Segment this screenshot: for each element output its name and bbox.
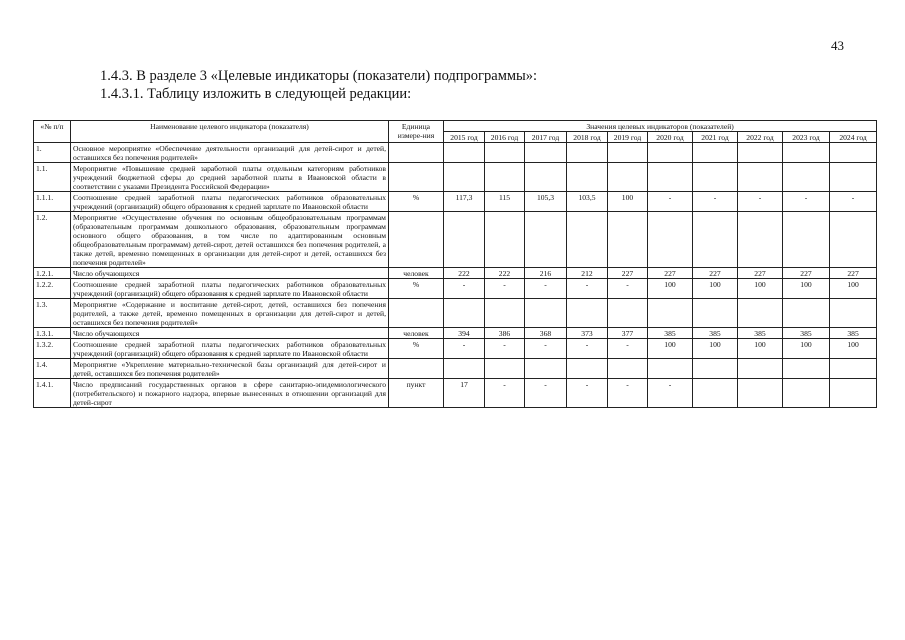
value-cell: 103,5 xyxy=(567,192,608,212)
value-cell: 222 xyxy=(444,268,485,279)
header-year: 2020 год xyxy=(648,132,693,143)
value-cell xyxy=(693,359,738,379)
value-cell xyxy=(567,359,608,379)
value-cell xyxy=(830,299,877,328)
value-cell: 100 xyxy=(830,279,877,299)
value-cell xyxy=(608,359,648,379)
value-cell: 385 xyxy=(648,328,693,339)
value-cell xyxy=(830,163,877,192)
value-cell xyxy=(648,359,693,379)
table-row xyxy=(34,339,877,359)
value-cell xyxy=(648,163,693,192)
header-num: «№ п/п xyxy=(34,121,71,143)
value-cell xyxy=(830,379,877,408)
row-number: 1. xyxy=(34,143,71,163)
value-cell: 385 xyxy=(783,328,830,339)
value-cell xyxy=(525,163,567,192)
value-cell: 368 xyxy=(525,328,567,339)
value-cell: - xyxy=(648,192,693,212)
value-cell: 227 xyxy=(830,268,877,279)
indicator-name: Мероприятие «Осуществление обучения по основным общеобразовательным программам (образовательным программам дошкольного образования, образовательным программам основного общего образования, в том числе по адаптированным основным общеобразовательным программам) детей-сирот, детей оставшихся без попечения родителей, а также детей, временно помещенных в организации для детей-сирот и детей, оставшихся без попечения родителей» xyxy=(71,212,389,268)
value-cell: 100 xyxy=(738,279,783,299)
value-cell xyxy=(444,163,485,192)
value-cell xyxy=(648,212,693,268)
value-cell: - xyxy=(738,192,783,212)
value-cell xyxy=(783,359,830,379)
value-cell: 227 xyxy=(693,268,738,279)
value-cell: 394 xyxy=(444,328,485,339)
value-cell: 105,3 xyxy=(525,192,567,212)
unit-cell: человек xyxy=(389,328,444,339)
value-cell: - xyxy=(693,192,738,212)
value-cell xyxy=(444,299,485,328)
value-cell xyxy=(830,143,877,163)
table-row xyxy=(34,212,877,268)
value-cell xyxy=(783,163,830,192)
value-cell: - xyxy=(567,279,608,299)
value-cell: - xyxy=(648,379,693,408)
value-cell: - xyxy=(608,279,648,299)
header-year: 2018 год xyxy=(567,132,608,143)
table-row xyxy=(34,379,877,408)
value-cell xyxy=(693,212,738,268)
table-row xyxy=(34,299,877,328)
value-cell: 227 xyxy=(608,268,648,279)
table-header-row xyxy=(34,121,877,132)
value-cell xyxy=(525,143,567,163)
value-cell: - xyxy=(567,379,608,408)
value-cell: 222 xyxy=(485,268,525,279)
table-row xyxy=(34,163,877,192)
value-cell: - xyxy=(608,379,648,408)
indicator-name: Число обучающихся xyxy=(71,268,389,279)
row-number: 1.1. xyxy=(34,163,71,192)
value-cell: 385 xyxy=(830,328,877,339)
unit-cell xyxy=(389,163,444,192)
subsection-heading: 1.4.3.1. Таблицу изложить в следующей редакции: xyxy=(100,86,412,102)
header-year: 2021 год xyxy=(693,132,738,143)
table-row xyxy=(34,328,877,339)
value-cell: 17 xyxy=(444,379,485,408)
value-cell: 385 xyxy=(738,328,783,339)
value-cell xyxy=(783,299,830,328)
value-cell xyxy=(783,212,830,268)
indicator-name: Мероприятие «Повышение средней заработной платы отдельным категориям работников учреждений бюджетной сферы до средней заработной платы в Ивановской области в соответствии с указами Президента Российской Федерации» xyxy=(71,163,389,192)
value-cell: 227 xyxy=(783,268,830,279)
value-cell xyxy=(830,212,877,268)
value-cell: - xyxy=(525,279,567,299)
header-year: 2015 год xyxy=(444,132,485,143)
value-cell xyxy=(567,299,608,328)
header-values-group: Значения целевых индикаторов (показателей) xyxy=(444,121,877,132)
value-cell xyxy=(783,379,830,408)
header-year: 2017 год xyxy=(525,132,567,143)
value-cell xyxy=(693,379,738,408)
value-cell: - xyxy=(485,339,525,359)
row-number: 1.3. xyxy=(34,299,71,328)
value-cell: 100 xyxy=(648,279,693,299)
unit-cell xyxy=(389,299,444,328)
value-cell: - xyxy=(567,339,608,359)
header-name: Наименование целевого индикатора (показателя) xyxy=(71,121,389,143)
row-number: 1.4.1. xyxy=(34,379,71,408)
row-number: 1.4. xyxy=(34,359,71,379)
header-year: 2016 год xyxy=(485,132,525,143)
value-cell xyxy=(648,143,693,163)
value-cell xyxy=(485,163,525,192)
table-row xyxy=(34,192,877,212)
value-cell: - xyxy=(525,379,567,408)
indicator-name: Мероприятие «Укрепление материально-технической базы организаций для детей-сирот и детей, оставшихся без попечения родителей» xyxy=(71,359,389,379)
value-cell: - xyxy=(830,192,877,212)
value-cell: 100 xyxy=(648,339,693,359)
value-cell xyxy=(525,299,567,328)
value-cell: 385 xyxy=(693,328,738,339)
unit-cell xyxy=(389,143,444,163)
unit-cell: % xyxy=(389,279,444,299)
row-number: 1.2. xyxy=(34,212,71,268)
table-row xyxy=(34,143,877,163)
value-cell xyxy=(485,299,525,328)
value-cell xyxy=(567,143,608,163)
value-cell xyxy=(608,143,648,163)
value-cell xyxy=(567,163,608,192)
value-cell xyxy=(525,359,567,379)
value-cell: 216 xyxy=(525,268,567,279)
value-cell: - xyxy=(485,379,525,408)
indicator-name: Мероприятие «Содержание и воспитание детей-сирот, детей, оставшихся без попечения родителей, а также детей, временно помещенных в организации для детей-сирот и детей, оставшихся без попечения родителей» xyxy=(71,299,389,328)
value-cell: - xyxy=(444,339,485,359)
value-cell xyxy=(608,212,648,268)
value-cell: 373 xyxy=(567,328,608,339)
unit-cell xyxy=(389,212,444,268)
value-cell: - xyxy=(783,192,830,212)
value-cell xyxy=(608,299,648,328)
row-number: 1.1.1. xyxy=(34,192,71,212)
value-cell: 100 xyxy=(608,192,648,212)
header-year: 2023 год xyxy=(783,132,830,143)
value-cell xyxy=(485,212,525,268)
unit-cell xyxy=(389,359,444,379)
value-cell: 227 xyxy=(648,268,693,279)
value-cell xyxy=(693,143,738,163)
indicator-name: Соотношение средней заработной платы педагогических работников образовательных учреждений (организаций) общего образования к средней зарплате по Ивановской области xyxy=(71,339,389,359)
row-number: 1.2.2. xyxy=(34,279,71,299)
indicator-name: Число предписаний государственных органов в сфере санитарно-эпидемиологического (потребительского) и пожарного надзора, впервые вынесенных в отношении организаций для детей-сирот xyxy=(71,379,389,408)
value-cell xyxy=(738,379,783,408)
header-year: 2024 год xyxy=(830,132,877,143)
value-cell: - xyxy=(485,279,525,299)
value-cell xyxy=(444,212,485,268)
value-cell xyxy=(485,359,525,379)
value-cell xyxy=(783,143,830,163)
page-number: 43 xyxy=(831,38,844,53)
unit-cell: человек xyxy=(389,268,444,279)
value-cell xyxy=(693,163,738,192)
section-heading: 1.4.3. В разделе 3 «Целевые индикаторы (показатели) подпрограммы»: xyxy=(100,68,538,84)
value-cell: - xyxy=(525,339,567,359)
value-cell: 377 xyxy=(608,328,648,339)
value-cell xyxy=(738,212,783,268)
header-year: 2019 год xyxy=(608,132,648,143)
value-cell xyxy=(567,212,608,268)
value-cell: - xyxy=(444,279,485,299)
value-cell xyxy=(648,299,693,328)
value-cell xyxy=(608,163,648,192)
value-cell xyxy=(738,143,783,163)
value-cell xyxy=(693,299,738,328)
value-cell: 227 xyxy=(738,268,783,279)
value-cell xyxy=(485,143,525,163)
table-row xyxy=(34,279,877,299)
value-cell: 386 xyxy=(485,328,525,339)
value-cell xyxy=(738,163,783,192)
value-cell xyxy=(444,359,485,379)
value-cell xyxy=(830,359,877,379)
header-year: 2022 год xyxy=(738,132,783,143)
value-cell xyxy=(525,212,567,268)
value-cell: 100 xyxy=(693,339,738,359)
indicator-name: Число обучающихся xyxy=(71,328,389,339)
value-cell: 100 xyxy=(738,339,783,359)
table-row xyxy=(34,268,877,279)
value-cell: 100 xyxy=(830,339,877,359)
unit-cell: % xyxy=(389,192,444,212)
row-number: 1.2.1. xyxy=(34,268,71,279)
value-cell: 100 xyxy=(783,339,830,359)
table-row xyxy=(34,359,877,379)
value-cell: 117,3 xyxy=(444,192,485,212)
unit-cell: пункт xyxy=(389,379,444,408)
indicators-table xyxy=(33,120,877,408)
row-number: 1.3.1. xyxy=(34,328,71,339)
value-cell: 100 xyxy=(783,279,830,299)
unit-cell: % xyxy=(389,339,444,359)
header-unit: Единица измере-ния xyxy=(389,121,444,143)
value-cell: 212 xyxy=(567,268,608,279)
indicator-name: Основное мероприятие «Обеспечение деятельности организаций для детей-сирот и детей, оставшихся без попечения родителей» xyxy=(71,143,389,163)
value-cell: - xyxy=(608,339,648,359)
value-cell: 115 xyxy=(485,192,525,212)
value-cell: 100 xyxy=(693,279,738,299)
value-cell xyxy=(738,359,783,379)
indicator-name: Соотношение средней заработной платы педагогических работников образовательных учреждений (организаций) общего образования к средней зарплате по Ивановской области xyxy=(71,279,389,299)
indicator-name: Соотношение средней заработной платы педагогических работников образовательных учреждений (организаций) общего образования к средней зарплате по Ивановской области xyxy=(71,192,389,212)
value-cell xyxy=(444,143,485,163)
row-number: 1.3.2. xyxy=(34,339,71,359)
value-cell xyxy=(738,299,783,328)
